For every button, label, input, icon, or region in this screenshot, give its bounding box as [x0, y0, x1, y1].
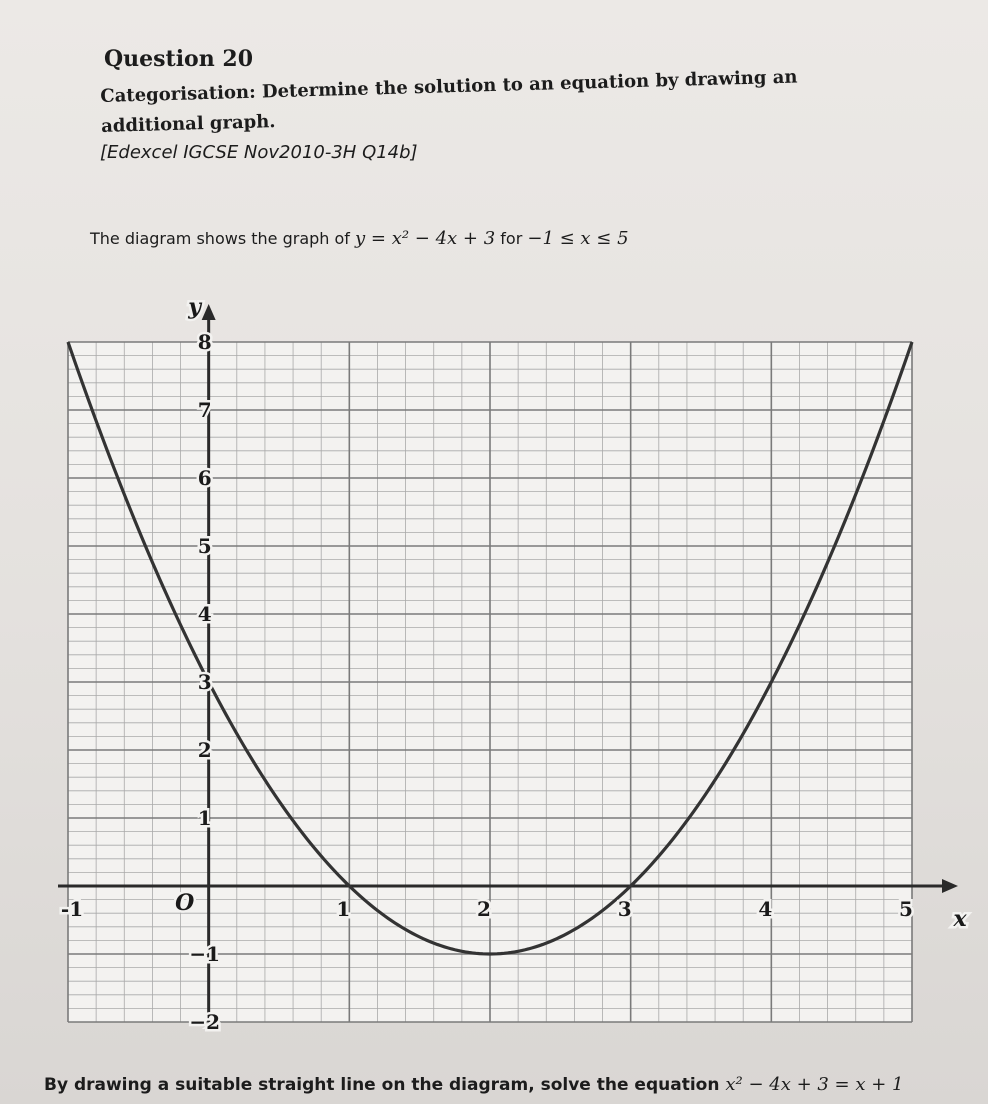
y-axis-title: y	[188, 294, 202, 320]
question-categorisation: Categorisation: Determine the solution to an equation by drawing an additional graph.	[100, 66, 798, 137]
y-tick-label: 5	[197, 534, 212, 558]
intro-for: for	[500, 229, 523, 248]
y-tick-label: 2	[197, 738, 212, 762]
x-tick-label: 5	[899, 897, 913, 921]
question-number: Question 20	[104, 46, 254, 72]
x-axis-arrow	[942, 879, 958, 893]
intro-equation: y = x² − 4x + 3	[355, 228, 496, 249]
x-axis-title: x	[953, 906, 967, 932]
x-tick-label: 1	[336, 897, 351, 921]
instruction-equation: x² − 4x + 3 = x + 1	[725, 1074, 904, 1095]
instruction-line	[44, 1074, 904, 1095]
y-tick-label: 3	[197, 670, 212, 694]
x-tick-label: 4	[758, 897, 773, 921]
question-source: [Edexcel IGCSE Nov2010-3H Q14b]	[100, 142, 418, 163]
y-tick-label: 1	[197, 806, 212, 830]
y-tick-label: −2	[189, 1010, 221, 1034]
x-tick-label: 2	[477, 897, 491, 921]
origin-label: O	[175, 890, 195, 916]
y-tick-label: 6	[197, 466, 212, 490]
y-axis-arrow	[202, 304, 216, 320]
y-tick-label: −1	[189, 942, 221, 966]
instruction-text: By drawing a suitable straight line on the diagram, solve the equation	[44, 1075, 720, 1095]
y-tick-label: 4	[197, 602, 212, 626]
y-tick-label: 8	[197, 330, 212, 354]
intro-range: −1 ≤ x ≤ 5	[527, 228, 629, 249]
intro-text: The diagram shows the graph of	[90, 229, 350, 248]
x-tick-label: 3	[617, 897, 632, 921]
y-tick-label: 7	[197, 398, 212, 422]
x-tick-label: -1	[60, 897, 84, 921]
